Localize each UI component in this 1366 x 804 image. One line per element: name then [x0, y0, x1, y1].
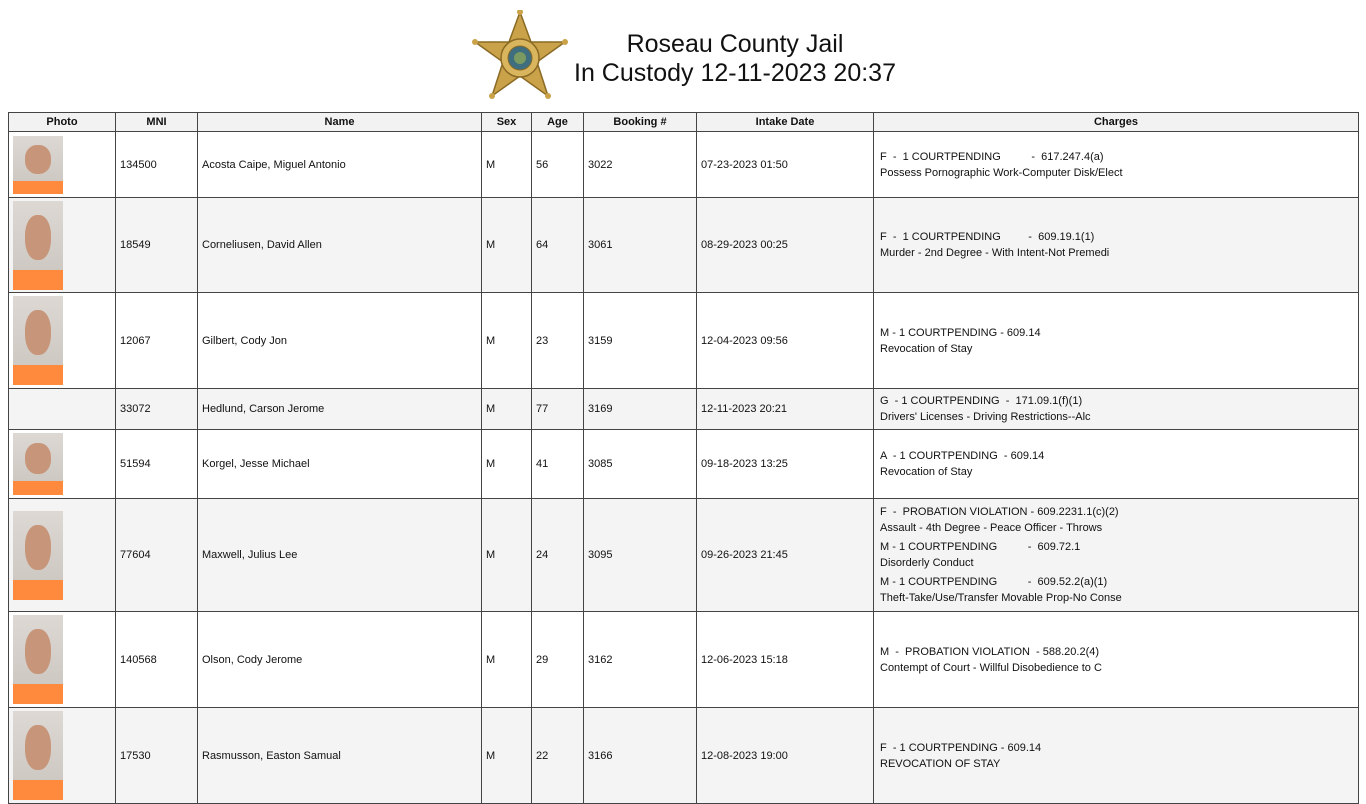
mugshot-image[interactable] [13, 433, 63, 495]
mugshot-image[interactable] [13, 711, 63, 800]
charges-cell [874, 389, 1359, 430]
booking-cell: 3061 [584, 198, 697, 293]
mni-cell: 18549 [116, 198, 198, 293]
booking-cell: 3095 [584, 499, 697, 612]
charges-cell [874, 198, 1359, 293]
photo-cell [9, 293, 116, 389]
column-header-mni: MNI [116, 113, 198, 132]
name-cell: Acosta Caipe, Miguel Antonio [198, 132, 482, 198]
charge-entry [880, 644, 1358, 676]
charge-code: F - PROBATION VIOLATION - 609.2231.1(c)(2) [880, 506, 1119, 518]
charges-cell [874, 612, 1359, 708]
table-row [9, 612, 1359, 708]
charge-description: Revocation of Stay [880, 466, 973, 478]
charge-description: Assault - 4th Degree - Peace Officer - Throws [880, 522, 1103, 534]
booking-cell: 3022 [584, 132, 697, 198]
charge-code: M - 1 COURTPENDING - 609.72.1 [880, 541, 1081, 553]
column-header-age: Age [532, 113, 584, 132]
mugshot-image[interactable] [13, 136, 63, 194]
mni-cell: 51594 [116, 430, 198, 499]
inmate-roster-table [8, 112, 1359, 804]
mni-cell: 134500 [116, 132, 198, 198]
photo-cell [9, 708, 116, 804]
booking-cell: 3159 [584, 293, 697, 389]
mugshot-shirt [13, 780, 63, 800]
charge-entry [880, 740, 1358, 772]
mugshot-shirt [13, 181, 63, 194]
intake-date-cell: 09-18-2023 13:25 [697, 430, 874, 499]
age-cell: 22 [532, 708, 584, 804]
charge-code: G - 1 COURTPENDING - 171.09.1(f)(1) [880, 395, 1083, 407]
column-header-photo: Photo [9, 113, 116, 132]
column-header-sex: Sex [482, 113, 532, 132]
charge-entry [880, 325, 1358, 357]
mugshot-face [25, 629, 51, 674]
charges-cell [874, 430, 1359, 499]
charge-code: A - 1 COURTPENDING - 609.14 [880, 450, 1045, 462]
charge-description: REVOCATION OF STAY [880, 757, 1001, 770]
mni-cell: 77604 [116, 499, 198, 612]
sex-cell: M [482, 389, 532, 430]
name-cell: Rasmusson, Easton Samual [198, 708, 482, 804]
column-header-charges: Charges [874, 113, 1359, 132]
mugshot-shirt [13, 481, 63, 495]
table-row [9, 708, 1359, 804]
photo-cell [9, 198, 116, 293]
charge-code: F - 1 COURTPENDING - 609.14 [880, 741, 1042, 754]
charge-entry [880, 448, 1358, 480]
page-title: Roseau County Jail [626, 30, 844, 58]
mugshot-face [25, 725, 51, 770]
charges-cell [874, 708, 1359, 804]
charge-description: Possess Pornographic Work-Computer Disk/Elect [880, 166, 1123, 179]
charge-entry [880, 229, 1358, 261]
table-row [9, 132, 1359, 198]
table-row [9, 198, 1359, 293]
column-header-name: Name [198, 113, 482, 132]
charge-description: Drivers' Licenses - Driving Restrictions--Alc [880, 411, 1091, 423]
table-row [9, 430, 1359, 499]
charge-entry [880, 539, 1358, 571]
charges-cell [874, 499, 1359, 612]
mugshot-face [25, 145, 51, 174]
table-header-row [9, 113, 1359, 132]
booking-cell: 3166 [584, 708, 697, 804]
intake-date-cell: 12-08-2023 19:00 [697, 708, 874, 804]
table-row [9, 293, 1359, 389]
age-cell: 41 [532, 430, 584, 499]
column-header-intake-date: Intake Date [697, 113, 874, 132]
photo-cell [9, 612, 116, 708]
charges-cell [874, 293, 1359, 389]
sex-cell: M [482, 198, 532, 293]
intake-date-cell: 09-26-2023 21:45 [697, 499, 874, 612]
mugshot-shirt [13, 365, 63, 385]
photo-cell [9, 499, 116, 612]
mugshot-shirt [13, 270, 63, 290]
sex-cell: M [482, 708, 532, 804]
sex-cell: M [482, 132, 532, 198]
charge-description: Theft-Take/Use/Transfer Movable Prop-No Conse [880, 592, 1122, 604]
charge-code: M - 1 COURTPENDING - 609.14 [880, 326, 1041, 339]
mni-cell: 12067 [116, 293, 198, 389]
mugshot-image[interactable] [13, 615, 63, 704]
custody-timestamp: In Custody 12-11-2023 20:37 [574, 59, 896, 87]
sheriff-badge-icon [470, 10, 570, 110]
photo-cell [9, 132, 116, 198]
photo-cell [9, 389, 116, 430]
charge-code: F - 1 COURTPENDING - 617.247.4(a) [880, 150, 1104, 163]
mni-cell: 33072 [116, 389, 198, 430]
charge-entry [880, 149, 1358, 181]
sex-cell: M [482, 293, 532, 389]
mugshot-face [25, 525, 51, 570]
age-cell: 56 [532, 132, 584, 198]
booking-cell: 3169 [584, 389, 697, 430]
age-cell: 23 [532, 293, 584, 389]
charge-code: M - 1 COURTPENDING - 609.52.2(a)(1) [880, 576, 1108, 588]
charge-code: F - 1 COURTPENDING - 609.19.1(1) [880, 231, 1095, 243]
age-cell: 24 [532, 499, 584, 612]
mugshot-face [25, 443, 51, 474]
sex-cell: M [482, 612, 532, 708]
intake-date-cell: 12-04-2023 09:56 [697, 293, 874, 389]
charge-description: Murder - 2nd Degree - With Intent-Not Premedi [880, 247, 1110, 259]
mugshot-image[interactable] [13, 296, 63, 385]
age-cell: 64 [532, 198, 584, 293]
booking-cell: 3085 [584, 430, 697, 499]
intake-date-cell: 08-29-2023 00:25 [697, 198, 874, 293]
name-cell: Gilbert, Cody Jon [198, 293, 482, 389]
table-row [9, 499, 1359, 612]
age-cell: 77 [532, 389, 584, 430]
name-cell: Maxwell, Julius Lee [198, 499, 482, 612]
name-cell: Corneliusen, David Allen [198, 198, 482, 293]
mni-cell: 140568 [116, 612, 198, 708]
charge-entry [880, 574, 1358, 606]
name-cell: Olson, Cody Jerome [198, 612, 482, 708]
photo-cell [9, 430, 116, 499]
age-cell: 29 [532, 612, 584, 708]
mugshot-shirt [13, 684, 63, 704]
mugshot-face [25, 310, 51, 355]
intake-date-cell: 07-23-2023 01:50 [697, 132, 874, 198]
mugshot-image[interactable] [13, 511, 63, 600]
name-cell: Hedlund, Carson Jerome [198, 389, 482, 430]
charge-description: Revocation of Stay [880, 342, 973, 355]
mugshot-face [25, 215, 51, 260]
page-header [0, 0, 1366, 112]
booking-cell: 3162 [584, 612, 697, 708]
column-header-booking: Booking # [584, 113, 697, 132]
charge-code: M - PROBATION VIOLATION - 588.20.2(4) [880, 645, 1100, 658]
mni-cell: 17530 [116, 708, 198, 804]
charges-cell [874, 132, 1359, 198]
charge-entry [880, 504, 1358, 536]
sex-cell: M [482, 499, 532, 612]
charge-description: Disorderly Conduct [880, 557, 974, 569]
charge-entry [880, 393, 1358, 425]
intake-date-cell: 12-11-2023 20:21 [697, 389, 874, 430]
mugshot-image[interactable] [13, 201, 63, 290]
sex-cell: M [482, 430, 532, 499]
title-block [560, 30, 910, 88]
charge-description: Contempt of Court - Willful Disobedience to C [880, 661, 1102, 674]
mugshot-shirt [13, 580, 63, 600]
name-cell: Korgel, Jesse Michael [198, 430, 482, 499]
table-row [9, 389, 1359, 430]
intake-date-cell: 12-06-2023 15:18 [697, 612, 874, 708]
